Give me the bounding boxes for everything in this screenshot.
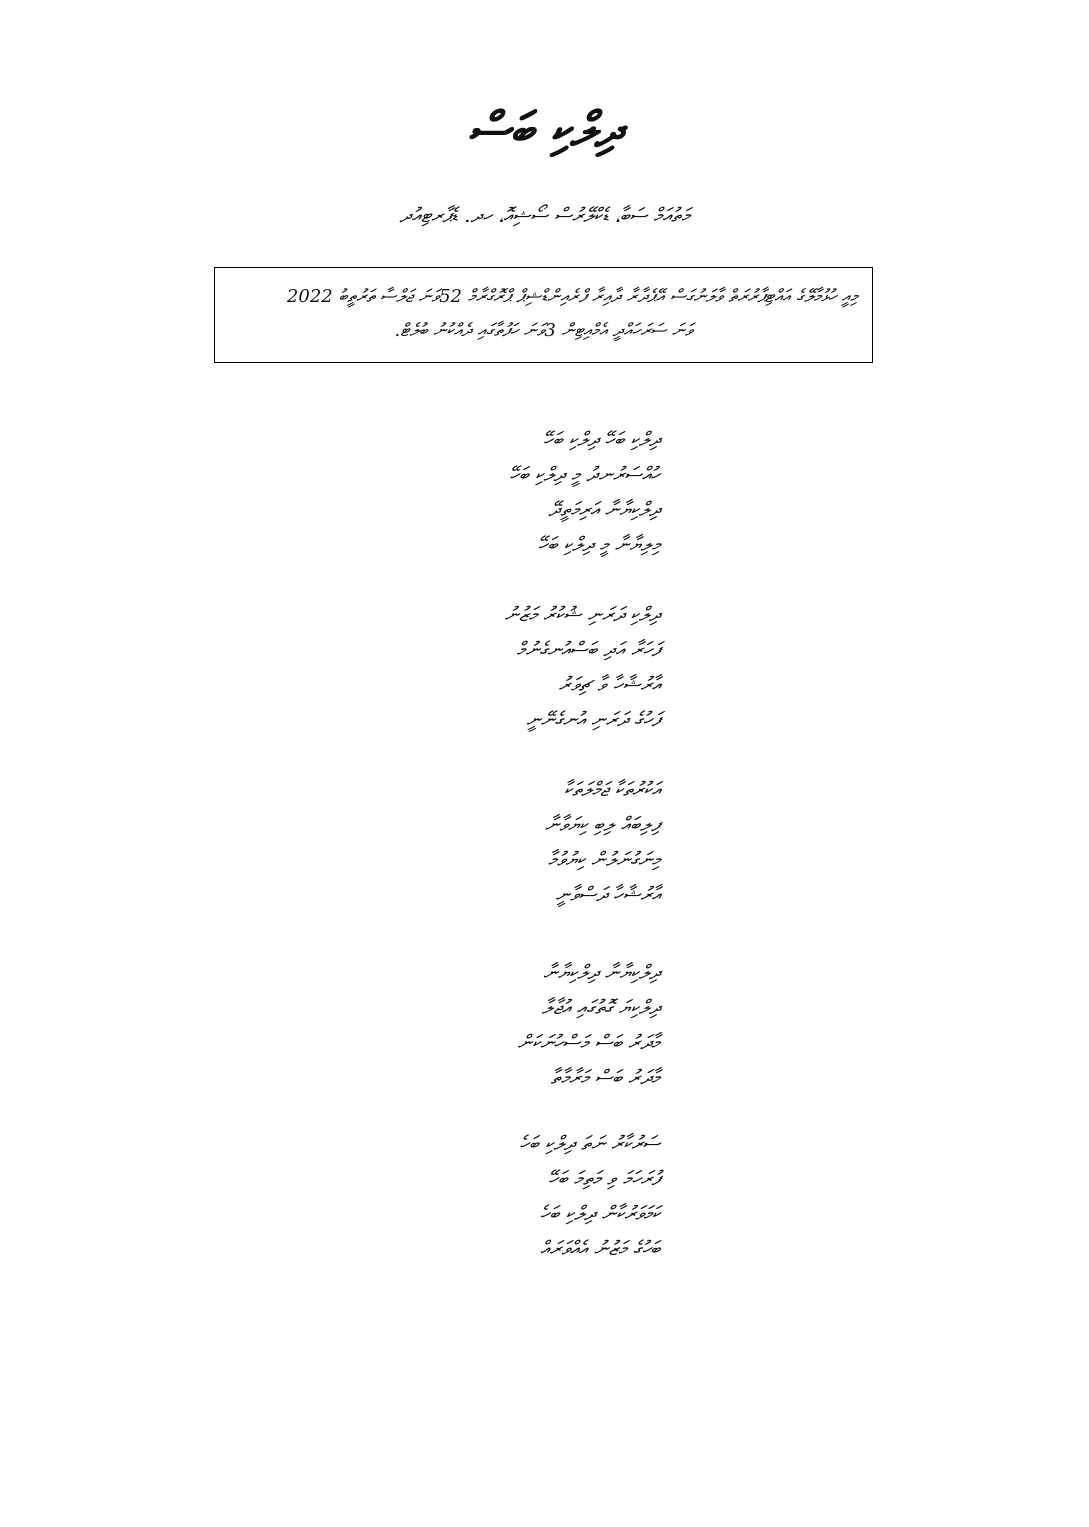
author-line: މަތުއަމް ސަބާ، ޑެކްލޭރުސް ސޯޝިއޮ، ހދ. ޑެޕާރޓިއުދ <box>399 203 690 227</box>
note-line: މިއީ ހުޅުމާލޭގެ އައްޓިޕާރުރަތް ވާލަނުގަސް އޭޕެދާރާ ދާއިރާ ފްރެއިންޑްޝިޕް ޕްރޮގްރާމް 52ވަނަ ޖަލްސާ ތަރުތީބު 2022 <box>286 286 858 307</box>
poem-line: ފަހަރާ އަދި ބަސްއުނގެނުމް <box>516 637 660 661</box>
poem-line: މިނަގުނަލުން ކިޔުވުމާ <box>548 847 660 871</box>
poem-line: މާދަރު ބަސް މަރާމާތާ <box>550 1065 660 1089</box>
poem-line: ފަހުގެ ދަރަނި އުނގެނޭނީ <box>526 707 660 731</box>
poem-line: ހުއްސަރުނދު މީ ދިލްކި ބަހޭ <box>509 462 660 486</box>
stanza-5 <box>380 1126 660 1266</box>
poem-line: މާދަރު ބަސް މަސްހުނަކަން <box>517 1030 660 1054</box>
poem-line: ކަމަވަރުކާން ދިލްކި ބަހެ <box>540 1201 660 1225</box>
poem-line: ދިލްކިޔަ ގޮތުގައި އުޖާލާ <box>541 995 660 1019</box>
stanza-3 <box>380 772 660 912</box>
poem-line: ދިލްކި ބަހޭ ދިލްކި ބަހޭ <box>543 427 660 451</box>
poem-line: ފިލިބައް ލިބި ކިޔަވާނާ <box>545 812 660 836</box>
poem-line: ފުރަހަމަ ވި މަތިމަ ބަހޭ <box>548 1166 660 1190</box>
poem-line: ބަހުގެ މަޒުނު އެއްވަރައް <box>540 1236 660 1260</box>
poem-line: މިލިޔާނާ މީ ދިލްކި ބަހޭ <box>538 532 660 556</box>
stanza-1 <box>380 422 660 562</box>
poem-line: ސަރުކާރު ނަތަ ދިލްކި ބަހެ <box>519 1131 660 1155</box>
poem-line: ދިލްކި ދަރަނި ޝުކުރު މަޒުނު <box>504 602 660 626</box>
poem-line: ދިލްކިޔާނާ އަރިމަތީދޭ <box>548 497 660 521</box>
poem-line: އާރުޝާހާ ވާ ޗިވަރު <box>558 672 660 696</box>
poem-line: އާރުޝާހާ ދަސްވާނީ <box>555 882 660 906</box>
note-box <box>214 267 873 363</box>
stanza-2 <box>380 597 660 737</box>
poem-line: ދިލްކިޔާނާ ދިލްކިޔާނާ <box>543 960 660 984</box>
poem-title: ދިލްކި ބަސް <box>467 102 622 158</box>
stanza-4 <box>380 955 660 1095</box>
poem-line: އަކުރުތަކާ ޖަމްލަތަކާ <box>563 777 660 801</box>
note-line: ވަނަ ސަރަހައްދީ އެމްއިޓިން 3ވަނަ ހަފުތާގައި ދެއްކުނު ބުލެޓް. <box>394 320 693 341</box>
